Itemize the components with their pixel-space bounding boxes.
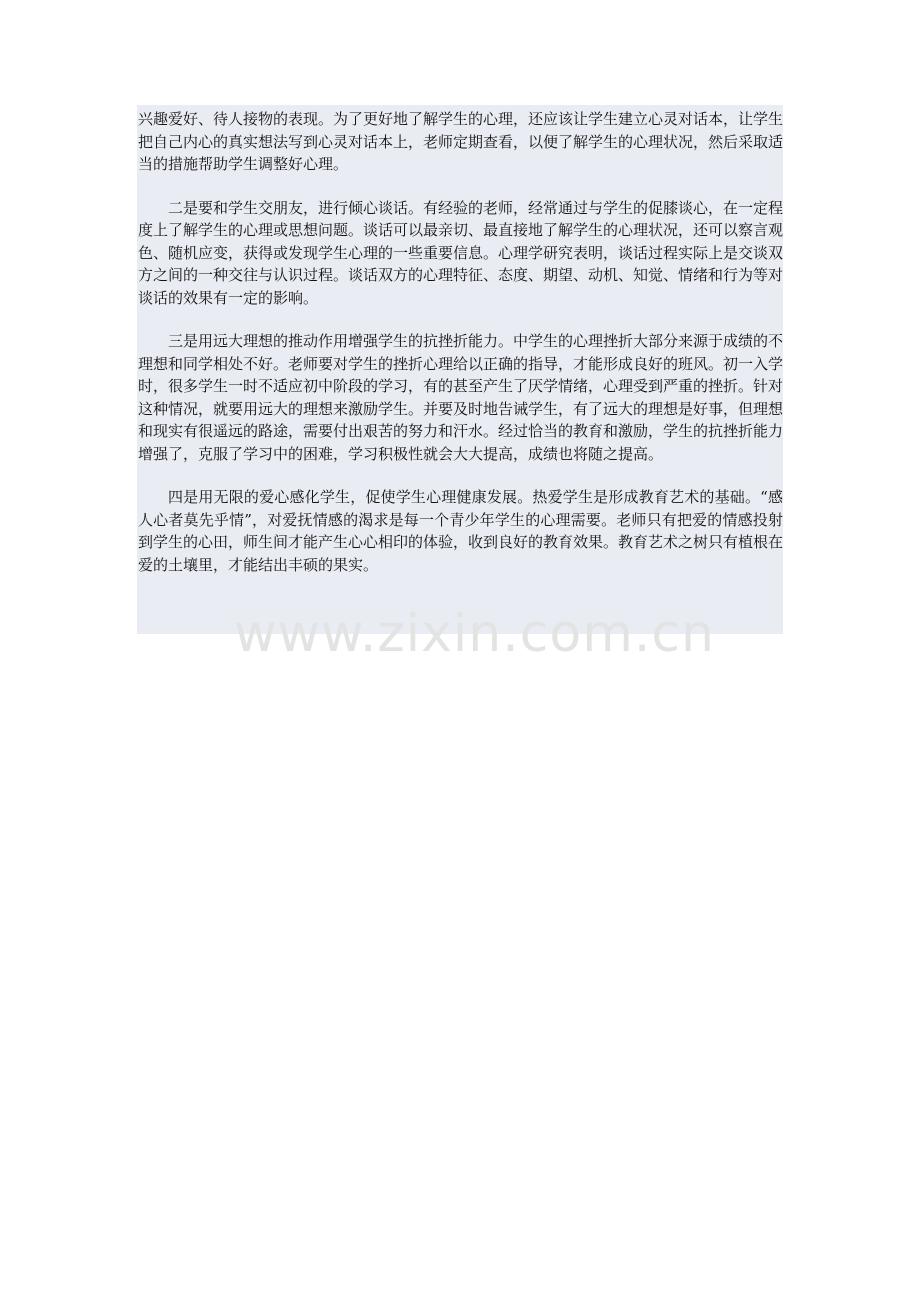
watermark-text: www.zixin.com.cn [234,604,715,664]
paragraph-three-ideal-resilience: 三是用远大理想的推动作用增强学生的抗挫折能力。中学生的心理挫折大部分来源于成绩的不理想和同学相处不好。老师要对学生的挫折心理给以正确的指导，才能形成良好的班风。初一入学时，很多学生一时不适应初中阶段的学习，有的甚至产生了厌学情绪，心理受到严重的挫折。针对这种情况，就要用远大的理想来激励学生。并要及时地告诫学生，有了远大的理想是好事，但理想和现实有很遥远的路途，需要付出艰苦的努力和汗水。经过恰当的教育和激励，学生的抗挫折能力增强了，克服了学习中的困难，学习积极性就会大大提高，成绩也将随之提高。 [138,332,784,463]
paragraph-continuation: 兴趣爱好、待人接物的表现。为了更好地了解学生的心理，还应该让学生建立心灵对话本，让学生把自己内心的真实想法写到心灵对话本上，老师定期查看，以便了解学生的心理状况，然后采取适当的措施帮助学生调整好心理。 [138,110,784,173]
paragraph-four-love-education: 四是用无限的爱心感化学生，促使学生心理健康发展。热爱学生是形成教育艺术的基础。“感人心者莫先乎情”，对爱抚情感的渴求是每一个青少年学生的心理需要。老师只有把爱的情感投射到学生的心田，师生间才能产生心心相印的体验，收到良好的教育效果。教育艺术之树只有植根在爱的土壤里，才能结出丰硕的果实。 [138,488,784,574]
paragraph-two-heart-to-heart-talk: 二是要和学生交朋友，进行倾心谈话。有经验的老师，经常通过与学生的促膝谈心，在一定程度上了解学生的心理或思想问题。谈话可以最亲切、最直接地了解学生的心理状况，还可以察言观色、随机应变，获得或发现学生心理的一些重要信息。心理学研究表明，谈话过程实际上是交谈双方之间的一种交往与认识过程。谈话双方的心理特征、态度、期望、动机、知觉、情绪和行为等对谈话的效果有一定的影响。 [138,198,784,307]
article-text-block [137,105,783,634]
